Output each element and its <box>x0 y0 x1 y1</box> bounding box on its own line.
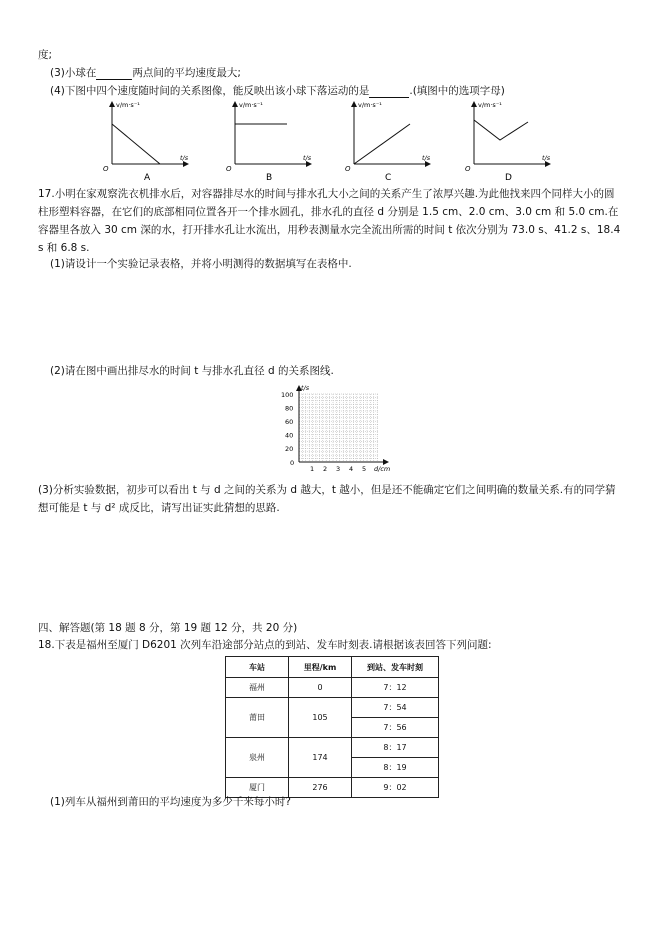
grid-ytick-20: 20 <box>285 445 294 453</box>
graph-c-label: C <box>385 173 392 183</box>
header-station: 车站 <box>226 657 289 678</box>
graph-a-label: A <box>144 173 151 183</box>
graph-c <box>345 101 431 183</box>
q16-part4-after: .(填图中的选项字母) <box>409 85 505 97</box>
graph-a-xlabel: t/s <box>180 154 189 162</box>
q16-part3-after: 两点间的平均速度最大; <box>132 67 241 79</box>
graph-d-ylabel: v/m·s⁻¹ <box>478 101 502 109</box>
cell-time: 8：19 <box>352 758 439 778</box>
grid-xtick-2: 2 <box>323 465 328 473</box>
grid-lines <box>299 394 379 462</box>
cell-mileage: 276 <box>289 778 352 798</box>
graph-d <box>465 101 551 183</box>
cell-time: 9：02 <box>352 778 439 798</box>
graph-b-xlabel: t/s <box>303 154 312 162</box>
q18-part1: (1)列车从福州到莆田的平均速度为多少千米每小时? <box>50 796 291 808</box>
q16-tail-text: 度; <box>38 49 53 61</box>
graph-d-line <box>474 120 528 140</box>
grid-ytick-40: 40 <box>285 431 294 440</box>
graph-c-ylabel: v/m·s⁻¹ <box>358 101 382 109</box>
grid-ytick-80: 80 <box>285 404 294 413</box>
q16-part4-before: (4)下图中四个速度随时间的关系图像，能反映出该小球下落运动的是 <box>50 85 370 97</box>
graph-b-origin: O <box>226 165 232 173</box>
grid-ytick-60: 60 <box>285 418 294 426</box>
graph-c-line <box>354 124 410 164</box>
table-row <box>226 678 439 698</box>
header-mileage: 里程/km <box>289 657 352 678</box>
timetable-header-row <box>226 657 439 678</box>
cell-mileage: 0 <box>289 678 352 698</box>
graph-d-origin: O <box>465 165 471 173</box>
section4-heading: 四、解答题(第 18 题 8 分，第 19 题 12 分，共 20 分) <box>38 622 298 634</box>
graph-a-ylabel: v/m·s⁻¹ <box>116 101 140 109</box>
cell-time: 7：12 <box>352 678 439 698</box>
cell-station: 莆田 <box>226 698 289 738</box>
q16-graphs <box>100 96 570 184</box>
q17-part1: (1)请设计一个实验记录表格，并将小明测得的数据填写在表格中. <box>50 258 352 270</box>
graph-b-label: B <box>266 173 273 183</box>
graph-a-line <box>112 124 160 164</box>
graph-a <box>103 101 189 183</box>
table-row <box>226 738 439 758</box>
q16-part3 <box>50 66 241 80</box>
q17-part3: (3)分析实验数据，初步可以看出 t 与 d 之间的关系为 d 越大，t 越小，但是还不能确定它们之间明确的数量关系.有的同学猜想可能是 t 与 d² 成反比，请写出证实此猜想的思路. <box>38 484 616 514</box>
graph-c-xlabel: t/s <box>422 154 431 162</box>
grid-xtick-5: 5 <box>362 465 367 473</box>
header-times: 到站、发车时刻 <box>352 657 439 678</box>
q16-part3-blank[interactable] <box>96 67 132 80</box>
cell-time: 7：54 <box>352 698 439 718</box>
cell-time: 8：17 <box>352 738 439 758</box>
grid-ylabel: t/s <box>301 384 310 392</box>
table-row <box>226 698 439 718</box>
graph-b-ylabel: v/m·s⁻¹ <box>239 101 263 109</box>
graph-d-label: D <box>505 173 512 183</box>
cell-station: 福州 <box>226 678 289 698</box>
q17-intro: 17.小明在家观察洗衣机排水后，对容器排尽水的时间与排水孔大小之间的关系产生了浓厚兴趣.为此他找来四个同样大小的圆柱形塑料容器，在它们的底部相同位置各开一个排水圆孔，排水孔的直径 d 分别是 1.5 cm、2.0 cm、3.0 cm 和 5.0 cm.在容器里各放入 30 cm 深的水，打开排水孔让水流出，用秒表测量水完全流出所需的时间 t 依次分别为 73.0 s、41.2 s、18.4 s 和 6.8 s. <box>38 188 621 254</box>
grid-origin: 0 <box>290 459 295 467</box>
grid-xtick-4: 4 <box>349 465 354 473</box>
grid-xlabel: d/cm <box>374 465 391 473</box>
cell-mileage: 105 <box>289 698 352 738</box>
cell-time: 7：56 <box>352 718 439 738</box>
graph-c-origin: O <box>345 165 351 173</box>
grid-xtick-1: 1 <box>310 465 315 473</box>
cell-station: 泉州 <box>226 738 289 778</box>
timetable <box>225 656 439 798</box>
cell-station: 厦门 <box>226 778 289 798</box>
grid-ytick-100: 100 <box>281 391 294 399</box>
q18-intro: 18.下表是福州至厦门 D6201 次列车沿途部分站点的到站、发车时刻表.请根据该表回答下列问题: <box>38 639 492 651</box>
q17-grid-chart <box>280 382 400 474</box>
graph-b <box>226 101 312 183</box>
cell-mileage: 174 <box>289 738 352 778</box>
graph-d-xlabel: t/s <box>542 154 551 162</box>
graph-a-origin: O <box>103 165 109 173</box>
q17-part2: (2)请在图中画出排尽水的时间 t 与排水孔直径 d 的关系图线. <box>50 365 334 377</box>
grid-xtick-3: 3 <box>336 465 341 473</box>
q16-part3-before: (3)小球在 <box>50 67 97 79</box>
